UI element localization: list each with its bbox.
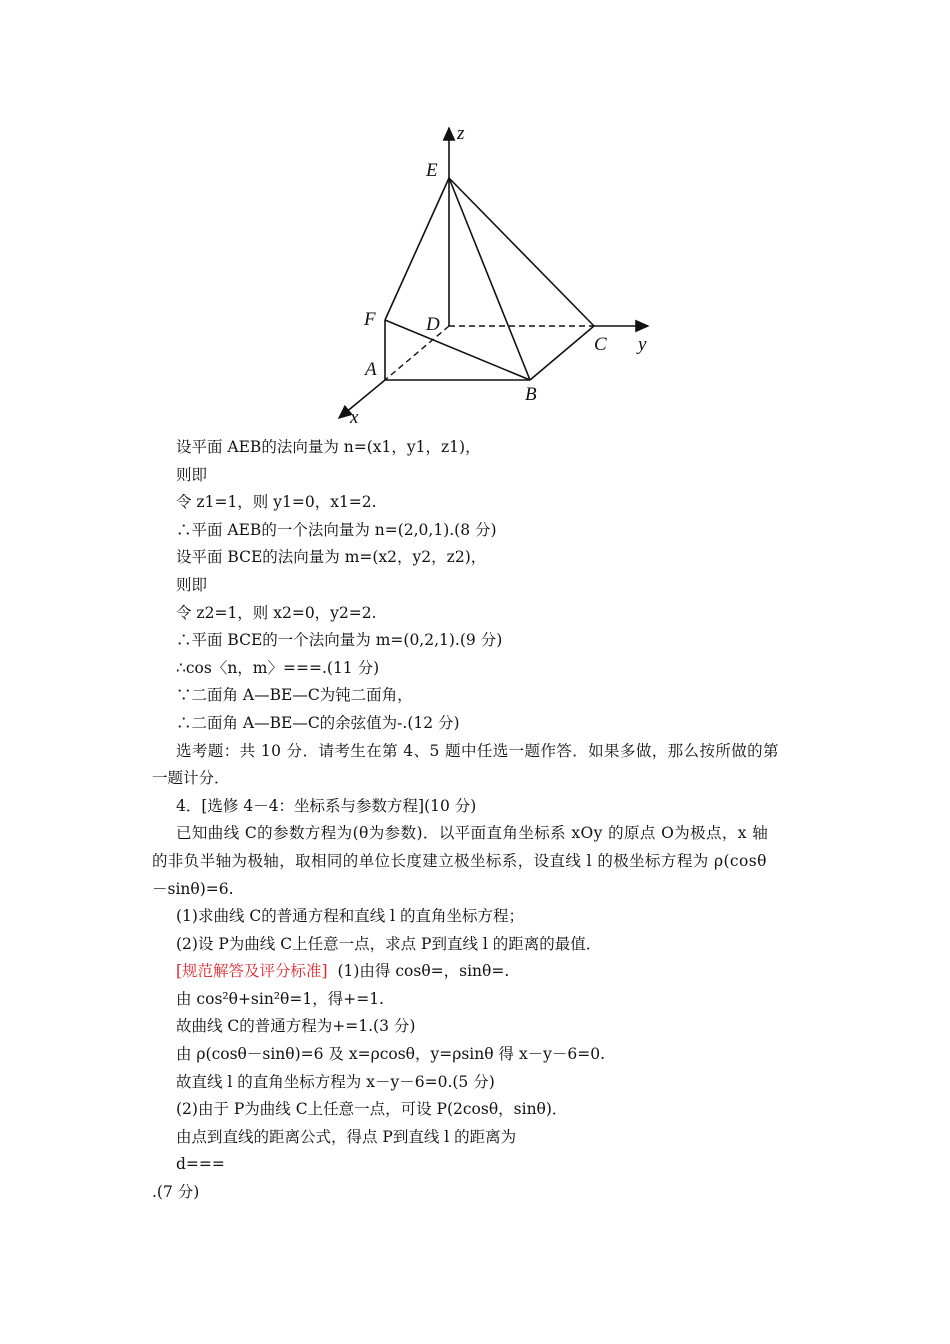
label-x: x: [350, 407, 359, 428]
text-line: ∴cos〈n，m〉===.(11 分): [176, 658, 380, 677]
pyramid-figure: [325, 118, 665, 428]
text-line: 令 z1=1，则 y1=0，x1=2.: [176, 493, 377, 512]
text-line: 选考题：共 10 分．请考生在第 4、5 题中任选一题作答．如果多做，那么按所做的第: [176, 741, 779, 760]
edge-BC: [530, 326, 594, 380]
text-line: 则即: [176, 465, 208, 484]
text-line: ∵二面角 A—BE—C为钝二面角，: [176, 686, 413, 705]
text-line: 故曲线 C的普通方程为+=1.(3 分): [176, 1017, 416, 1036]
text-line: (1)由得 cosθ=，sinθ=.: [337, 962, 510, 981]
text-line: (2)由于 P为曲线 C上任意一点，可设 P(2cosθ，sinθ)．: [176, 1100, 568, 1119]
label-D: D: [426, 314, 440, 335]
solution-text: [0, 434, 950, 1207]
label-E: E: [426, 160, 438, 181]
edge-EC: [449, 178, 594, 326]
label-C: C: [594, 334, 607, 355]
text-line: 故直线 l 的直角坐标方程为 x－y－6=0.(5 分): [176, 1072, 495, 1091]
text-line: ∴平面 BCE的一个法向量为 m=(0,2,1).(9 分): [176, 631, 503, 650]
text-line: (2)设 P为曲线 C上任意一点，求点 P到直线 l 的距离的最值．: [176, 934, 602, 953]
edge-EB: [449, 178, 530, 380]
label-y: y: [638, 334, 647, 355]
answer-line: [0, 958, 950, 986]
text-line: ∴二面角 A—BE—C的余弦值为-.(12 分): [176, 713, 460, 732]
label-F: F: [364, 309, 376, 330]
question-heading: 4．[选修 4－4：坐标系与参数方程](10 分): [176, 796, 477, 815]
label-A: A: [365, 359, 377, 380]
text-line: 由点到直线的距离公式，得点 P到直线 l 的距离为: [176, 1127, 517, 1146]
text-line: (1)求曲线 C的普通方程和直线 l 的直角坐标方程；: [176, 907, 525, 926]
text-line: ∴平面 AEB的一个法向量为 n=(2,0,1).(8 分): [176, 520, 497, 539]
text-line: .(7 分): [152, 1183, 200, 1202]
label-B: B: [525, 384, 537, 405]
text-line: d===: [176, 1155, 225, 1174]
text-line: 已知曲线 C的参数方程为(θ为参数)．以平面直角坐标系 xOy 的原点 O为极点，x 轴: [176, 824, 769, 843]
edge-FB: [385, 320, 530, 380]
label-z: z: [457, 123, 465, 144]
text-line: 则即: [176, 575, 208, 594]
text-line: 的非负半轴为极轴，取相同的单位长度建立极坐标系，设直线 l 的极坐标方程为 ρ(cosθ: [152, 851, 767, 870]
text-line: 由 ρ(cosθ－sinθ)=6 及 x=ρcosθ，y=ρsinθ 得 x－y－6=0.: [176, 1045, 606, 1064]
text-line: 由 cos²θ+sin²θ=1，得+=1.: [176, 989, 384, 1008]
answer-standard-label: [规范解答及评分标准]: [176, 962, 328, 981]
edge-EF: [385, 178, 449, 320]
text-line: 令 z2=1，则 x2=0，y2=2.: [176, 603, 377, 622]
text-line: －sinθ)=6.: [152, 879, 234, 898]
x-axis: [339, 380, 385, 418]
text-line: 设平面 BCE的法向量为 m=(x2，y2，z2)，: [176, 548, 487, 567]
text-line: 一题计分．: [152, 769, 230, 788]
text-line: 设平面 AEB的法向量为 n=(x1，y1，z1)，: [176, 438, 481, 456]
